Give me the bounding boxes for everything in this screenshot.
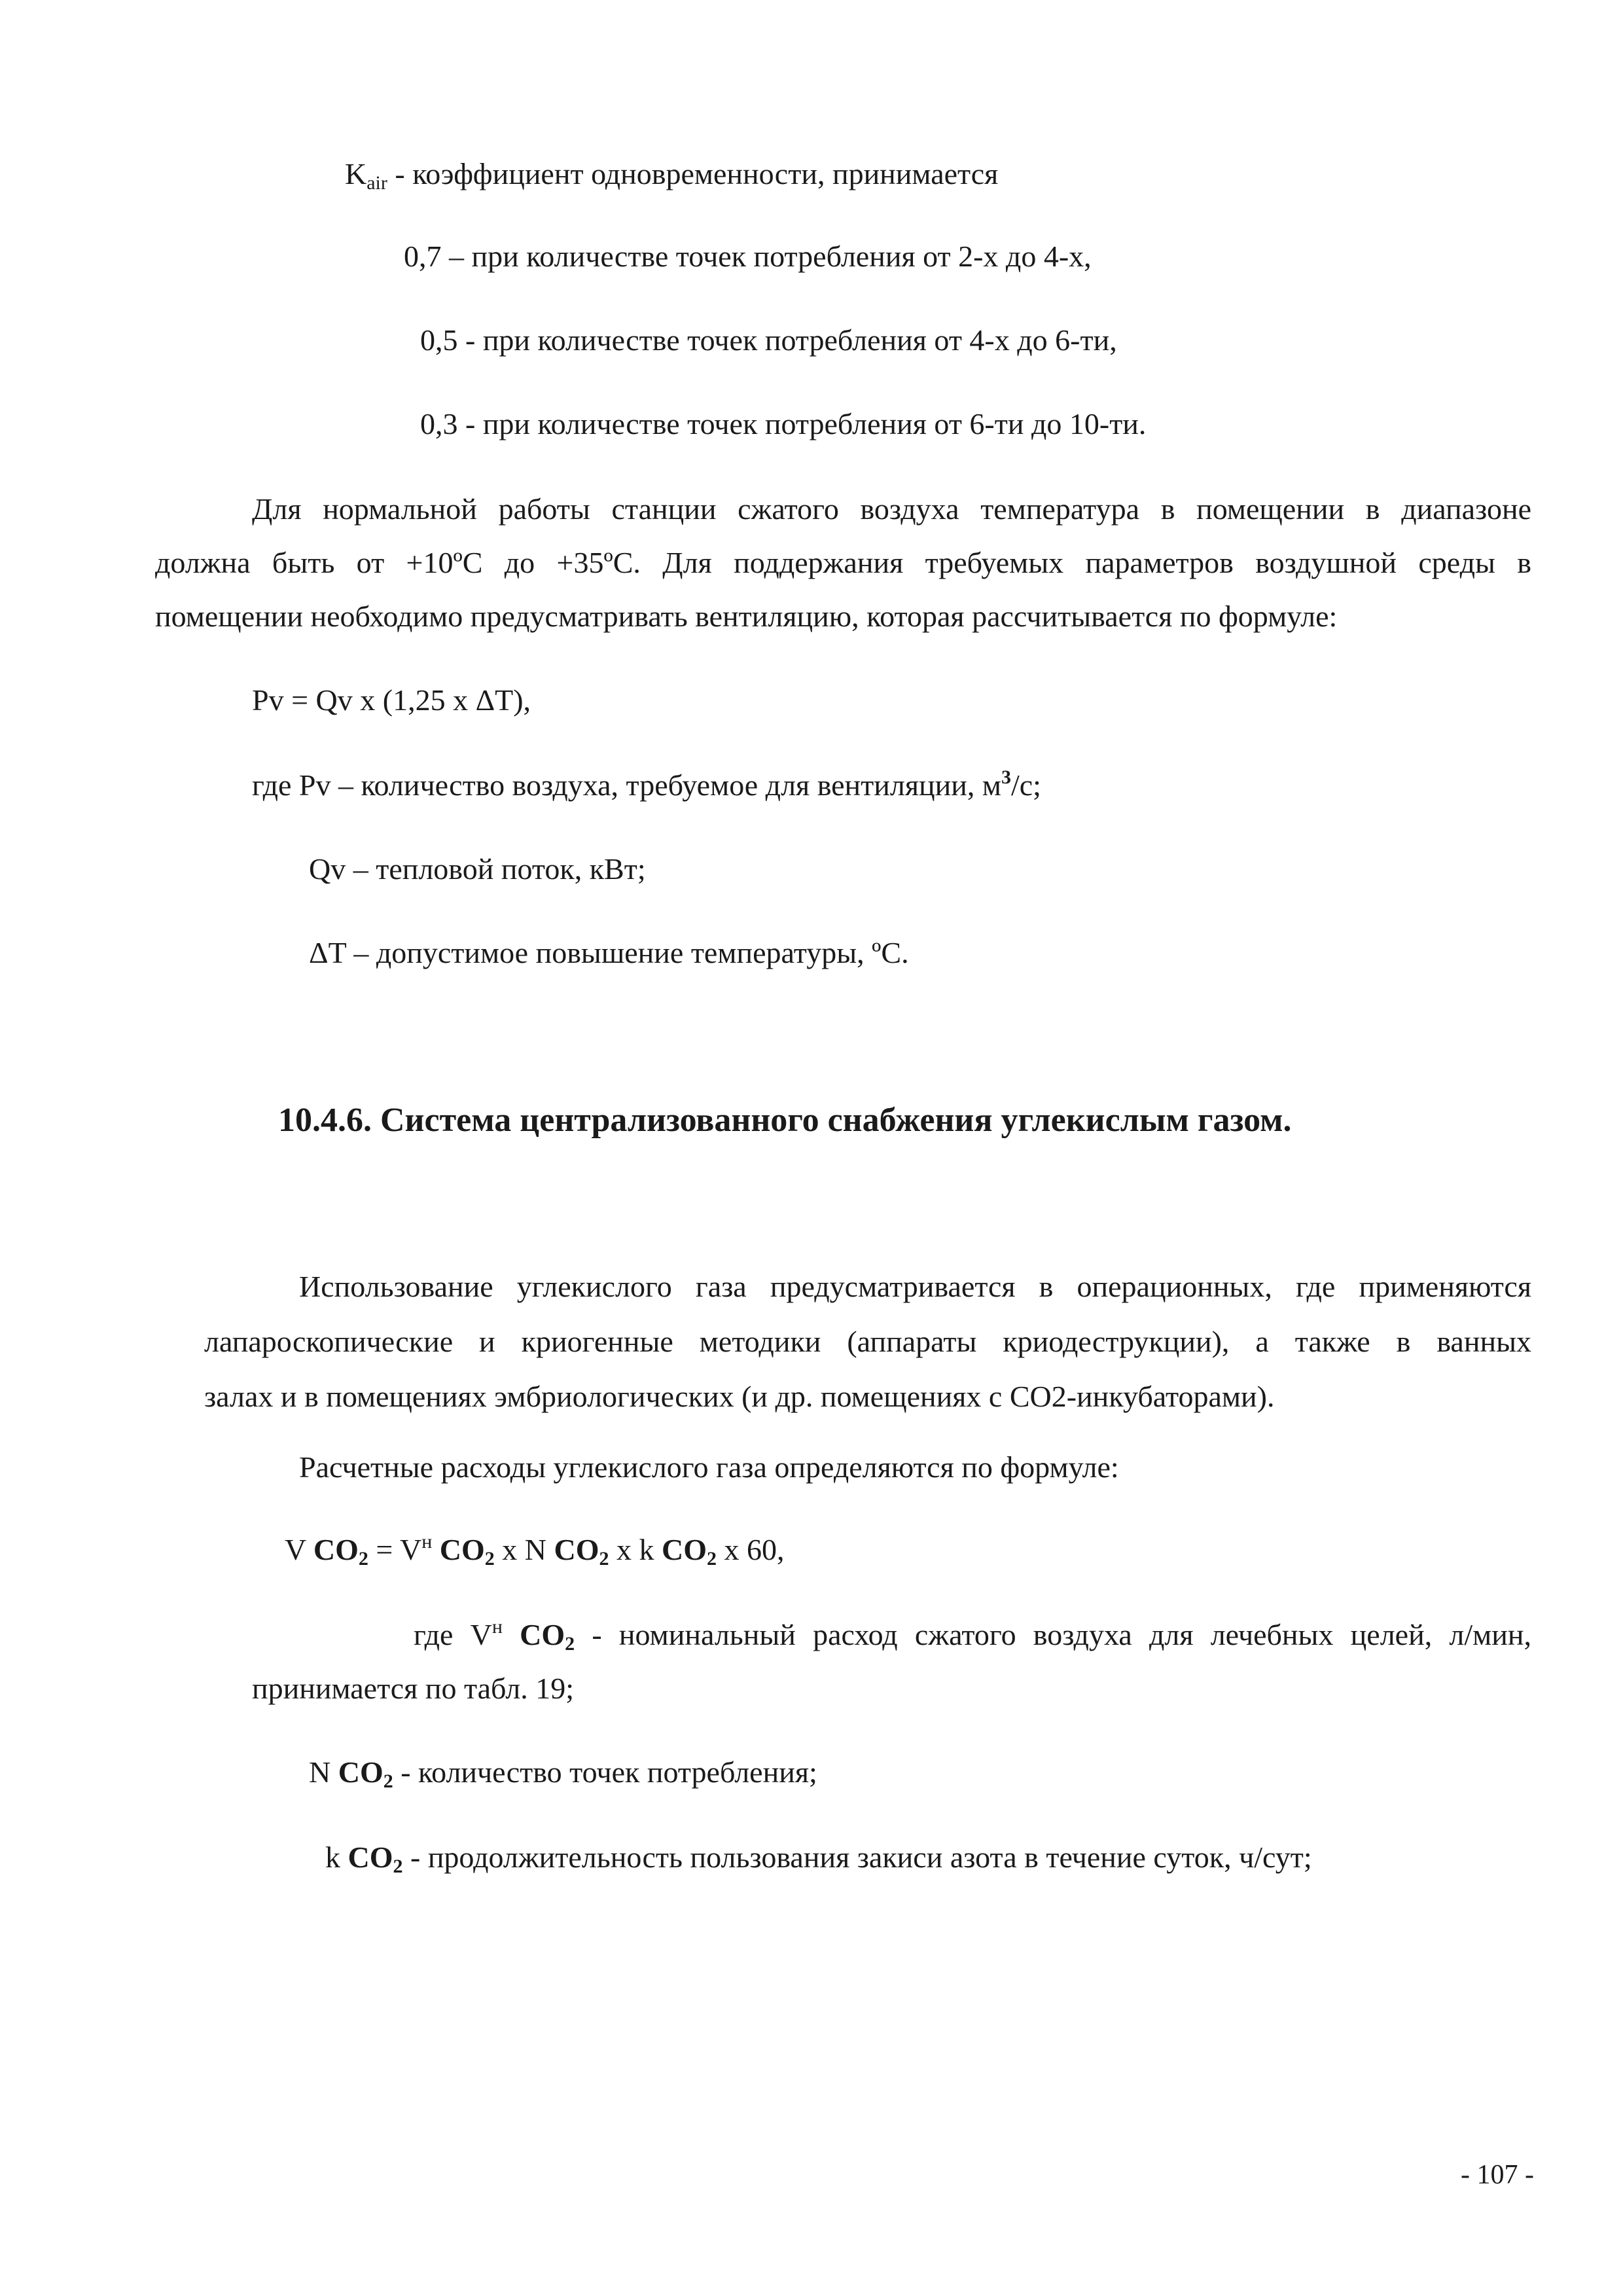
kair-definition [345,156,998,192]
co2-para-line-2: лапароскопические и криогенные методики (аппараты криодеструкции), а также в ванных [204,1325,1531,1358]
co2-formula: V $CO_2 = V^н$ $CO_2$ x N $CO_2$ x k $CO_2$ x 60, [285,1531,785,1570]
page-number: - 107 - [1461,2160,1534,2190]
kair-symbol: K [345,157,367,190]
co2-para-line-3: залах и в помещениях эмбриологических (и др. помещениях с СО2-инкубаторами). [204,1380,1275,1413]
kair-item-1: 0,7 – при количестве точек потребления от 2-х до 4-х, [404,240,1092,273]
ventilation-para-line-3: помещении необходимо предусматривать вентиляцию, которая рассчитывается по формуле: [155,600,1338,633]
ventilation-def-dt: ΔT – допустимое повышение температуры, ºС. [309,936,909,969]
co2-def-vn: где $V^н$ $CO_2$ - номинальный расход сжатого воздуха для лечебных целей, л/мин, [414,1616,1531,1655]
co2-para-line-1: Использование углекислого газа предусматривается в операционных, где применяются [299,1270,1531,1303]
ventilation-def-qv: Qv – тепловой поток, кВт; [309,852,646,886]
kair-item-3: 0,3 - при количестве точек потребления от 6-ти до 10-ти. [420,407,1147,440]
kair-subscript: air [366,172,387,194]
ventilation-para-line-1: Для нормальной работы станции сжатого воздуха температура в помещении в диапазоне [252,492,1531,526]
kair-text: - коэффициент одновременности, принимается [387,157,999,190]
co2-def-vn-line-2: принимается по табл. 19; [252,1672,575,1705]
ventilation-formula: Pv = Qv x (1,25 x ΔT), [252,683,531,717]
kair-item-2: 0,5 - при количестве точек потребления от 4-х до 6-ти, [420,323,1117,357]
ventilation-para-line-2: должна быть от +10ºС до +35ºС. Для поддержания требуемых параметров воздушной среды в [155,546,1531,579]
co2-def-n: N $CO_2$ - количество точек потребления; [309,1755,817,1792]
section-heading: 10.4.6. Система централизованного снабжения углекислым газом. [278,1102,1292,1139]
co2-calc-intro: Расчетные расходы углекислого газа определяются по формуле: [299,1450,1119,1484]
co2-def-k: k $CO_2$ - продолжительность пользования закиси азота в течение суток, ч/сут; [325,1840,1312,1877]
ventilation-def-pv: где Pv – количество воздуха, требуемое для вентиляции, $м^3/с$; [252,766,1041,802]
